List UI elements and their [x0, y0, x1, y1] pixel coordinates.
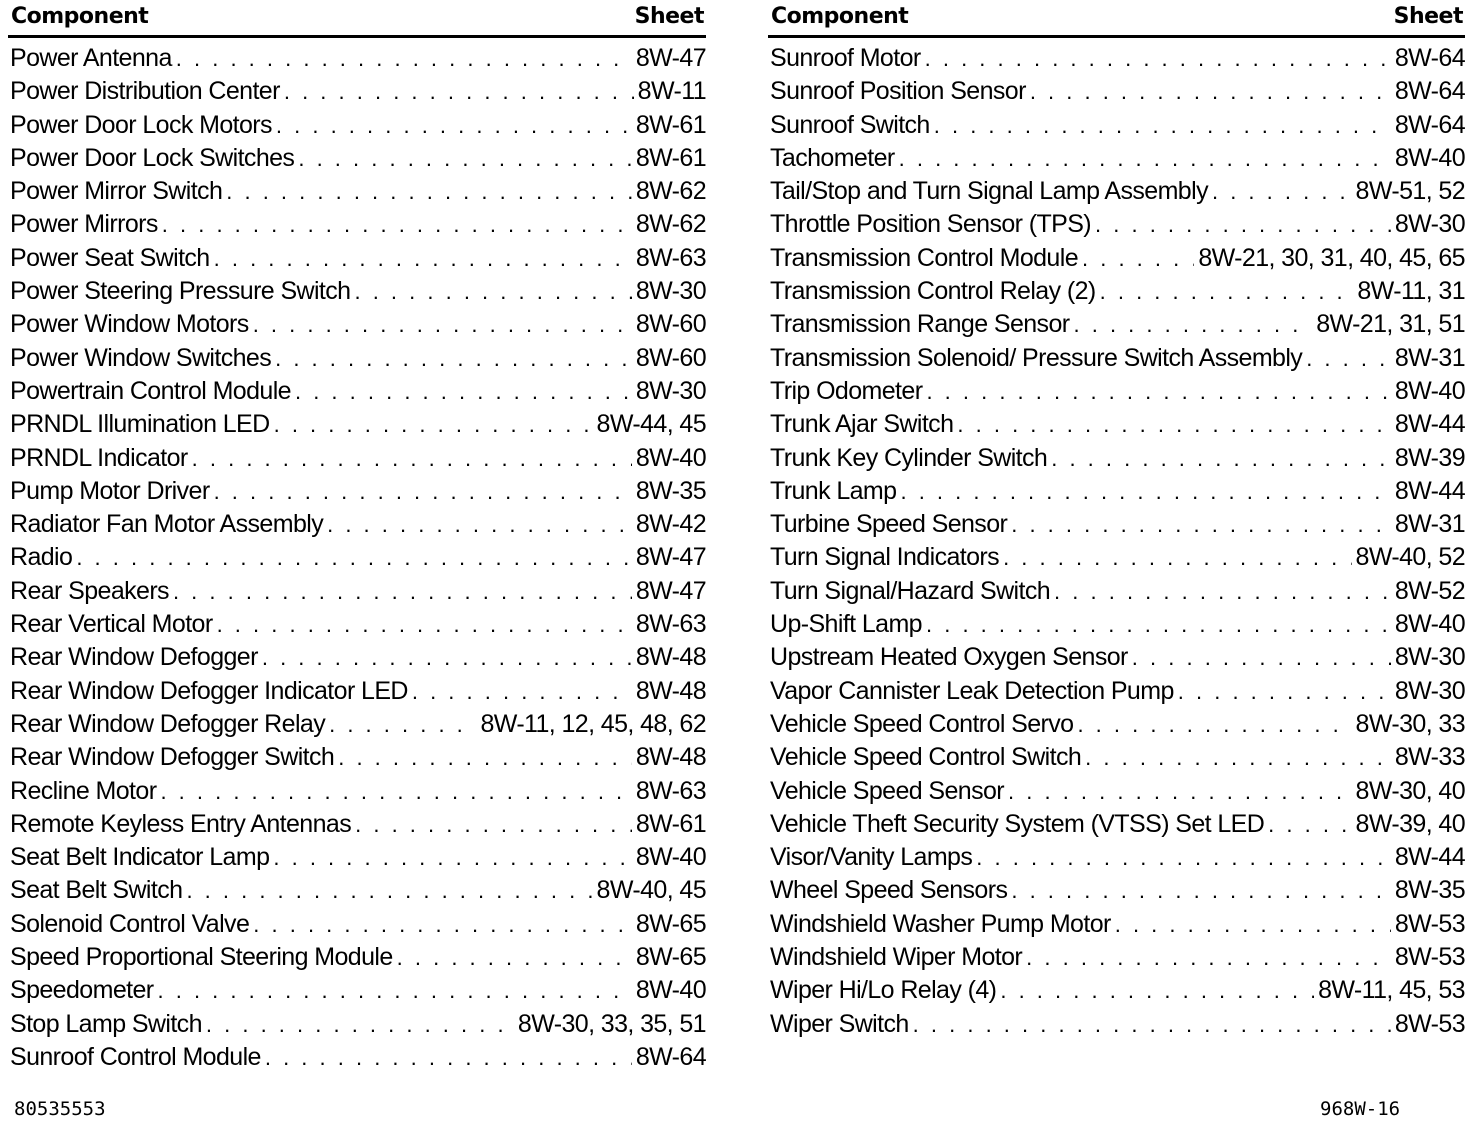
- table-row: [768, 442, 1465, 475]
- sheet-reference: 8W-62: [635, 210, 706, 239]
- sheet-reference: 8W-60: [635, 310, 706, 339]
- sheet-reference: 8W-39, 40: [1355, 809, 1465, 838]
- dot-leader: [899, 142, 1391, 175]
- dot-leader: [1026, 941, 1391, 974]
- sheet-reference: 8W-40, 52: [1355, 543, 1465, 572]
- sheet-reference: 8W-40, 45: [596, 876, 706, 905]
- component-name: Transmission Control Module: [770, 243, 1078, 272]
- dot-leader: [276, 109, 632, 142]
- dot-leader: [1008, 775, 1352, 808]
- sheet-reference: 8W-63: [635, 610, 706, 639]
- table-row: [768, 508, 1465, 541]
- dot-leader: [1011, 508, 1391, 541]
- table-row: [8, 608, 706, 641]
- dot-leader: [412, 675, 632, 708]
- sheet-reference: 8W-21, 31, 51: [1316, 310, 1465, 339]
- sheet-reference: 8W-40: [1394, 143, 1465, 172]
- dot-leader: [925, 42, 1391, 75]
- table-row: [8, 908, 706, 941]
- right-table-header: [768, 0, 1465, 38]
- dot-leader: [354, 275, 631, 308]
- table-row: [768, 308, 1465, 341]
- dot-leader: [284, 75, 634, 108]
- table-row: [8, 641, 706, 674]
- table-row: [8, 342, 706, 375]
- sheet-reference: 8W-30, 33: [1355, 709, 1465, 738]
- component-name: Vehicle Speed Sensor: [770, 776, 1005, 805]
- component-name: Wiper Switch: [770, 1009, 909, 1038]
- component-name: Upstream Heated Oxygen Sensor: [770, 643, 1128, 672]
- component-name: Up-Shift Lamp: [770, 610, 922, 639]
- dot-leader: [274, 408, 593, 441]
- sheet-reference: 8W-31: [1394, 510, 1465, 539]
- page-number: 968W-16: [1320, 1098, 1401, 1120]
- dot-leader: [1100, 275, 1354, 308]
- component-name: Powertrain Control Module: [10, 376, 291, 405]
- dot-leader: [76, 541, 631, 574]
- dot-leader: [173, 575, 632, 608]
- sheet-reference: 8W-30, 33, 35, 51: [517, 1009, 706, 1038]
- dot-leader: [327, 508, 632, 541]
- component-name: Transmission Range Sensor: [770, 310, 1070, 339]
- sheet-reference: 8W-64: [1394, 44, 1465, 72]
- table-row: [768, 741, 1465, 774]
- table-row: [768, 974, 1465, 1007]
- component-name: Trunk Lamp: [770, 476, 897, 505]
- dot-leader: [298, 142, 631, 175]
- component-name: Windshield Washer Pump Motor: [770, 909, 1111, 938]
- sheet-reference: 8W-61: [635, 110, 706, 139]
- component-name: Vapor Cannister Leak Detection Pump: [770, 676, 1174, 705]
- sheet-reference: 8W-53: [1394, 1009, 1465, 1038]
- dot-leader: [338, 741, 632, 774]
- sheet-reference: 8W-44: [1394, 843, 1465, 872]
- component-name: Turbine Speed Sensor: [770, 510, 1008, 539]
- component-header: Component: [11, 4, 149, 29]
- sheet-reference: 8W-60: [635, 343, 706, 372]
- sheet-reference: 8W-63: [635, 243, 706, 272]
- table-row: [768, 175, 1465, 208]
- component-name: Sunroof Control Module: [10, 1042, 261, 1071]
- sheet-header: Sheet: [634, 4, 704, 29]
- dot-leader: [275, 342, 632, 375]
- table-row: [8, 1041, 706, 1074]
- left-rows: [8, 38, 706, 1074]
- table-row: [768, 1008, 1465, 1041]
- sheet-reference: 8W-61: [635, 143, 706, 172]
- table-row: [768, 142, 1465, 175]
- table-row: [768, 708, 1465, 741]
- dot-leader: [957, 408, 1390, 441]
- dot-leader: [1212, 175, 1352, 208]
- table-row: [8, 475, 706, 508]
- component-name: Power Mirrors: [10, 210, 158, 239]
- component-name: Seat Belt Indicator Lamp: [10, 843, 270, 872]
- sheet-reference: 8W-44, 45: [596, 410, 706, 439]
- component-name: Transmission Solenoid/ Pressure Switch Assembly: [770, 343, 1303, 372]
- dot-leader: [1085, 741, 1391, 774]
- sheet-reference: 8W-35: [635, 476, 706, 505]
- dot-leader: [397, 941, 632, 974]
- table-row: [768, 242, 1465, 275]
- sheet-reference: 8W-65: [635, 909, 706, 938]
- dot-leader: [253, 308, 632, 341]
- sheet-reference: 8W-52: [1394, 576, 1465, 605]
- right-column: [768, 0, 1465, 1041]
- dot-leader: [1054, 575, 1391, 608]
- component-name: Power Seat Switch: [10, 243, 210, 272]
- component-name: Speedometer: [10, 976, 154, 1005]
- dot-leader: [926, 608, 1391, 641]
- component-name: Power Window Motors: [10, 310, 249, 339]
- component-name: Rear Vertical Motor: [10, 610, 213, 639]
- dot-leader: [1030, 75, 1391, 108]
- table-row: [768, 475, 1465, 508]
- component-name: Wiper Hi/Lo Relay (4): [770, 976, 997, 1005]
- table-row: [8, 675, 706, 708]
- table-row: [8, 808, 706, 841]
- component-name: Power Antenna: [10, 44, 172, 72]
- table-row: [768, 342, 1465, 375]
- table-row: [8, 308, 706, 341]
- table-row: [768, 775, 1465, 808]
- sheet-reference: 8W-64: [1394, 77, 1465, 106]
- table-row: [768, 541, 1465, 574]
- table-row: [768, 641, 1465, 674]
- sheet-reference: 8W-53: [1394, 909, 1465, 938]
- component-name: Power Window Switches: [10, 343, 272, 372]
- component-name: Visor/Vanity Lamps: [770, 843, 973, 872]
- component-name: Speed Proportional Steering Module: [10, 943, 393, 972]
- dot-leader: [1268, 808, 1351, 841]
- sheet-reference: 8W-65: [635, 943, 706, 972]
- component-name: Trip Odometer: [770, 376, 923, 405]
- table-row: [8, 974, 706, 1007]
- dot-leader: [186, 874, 592, 907]
- sheet-reference: 8W-30: [1394, 676, 1465, 705]
- dot-leader: [265, 1041, 632, 1074]
- component-name: Transmission Control Relay (2): [770, 277, 1096, 306]
- table-row: [8, 708, 706, 741]
- dot-leader: [1077, 708, 1351, 741]
- component-name: Windshield Wiper Motor: [770, 943, 1023, 972]
- dot-leader: [214, 475, 632, 508]
- sheet-reference: 8W-48: [635, 643, 706, 672]
- sheet-reference: 8W-63: [635, 776, 706, 805]
- sheet-reference: 8W-40: [1394, 610, 1465, 639]
- sheet-reference: 8W-48: [635, 743, 706, 772]
- sheet-reference: 8W-21, 30, 31, 40, 45, 65: [1198, 243, 1465, 272]
- table-row: [8, 42, 706, 75]
- component-name: Vehicle Speed Control Servo: [770, 709, 1074, 738]
- sheet-reference: 8W-30: [635, 277, 706, 306]
- dot-leader: [214, 242, 632, 275]
- table-row: [8, 109, 706, 142]
- component-name: Tachometer: [770, 143, 895, 172]
- sheet-reference: 8W-11, 12, 45, 48, 62: [480, 709, 706, 738]
- dot-leader: [1132, 641, 1391, 674]
- component-name: Rear Window Defogger: [10, 643, 258, 672]
- sheet-reference: 8W-47: [635, 44, 706, 72]
- sheet-reference: 8W-39: [1394, 443, 1465, 472]
- sheet-reference: 8W-35: [1394, 876, 1465, 905]
- table-row: [768, 608, 1465, 641]
- table-row: [8, 408, 706, 441]
- dot-leader: [273, 841, 631, 874]
- table-row: [768, 208, 1465, 241]
- dot-leader: [329, 708, 476, 741]
- table-row: [768, 808, 1465, 841]
- table-row: [8, 874, 706, 907]
- table-row: [8, 375, 706, 408]
- sheet-reference: 8W-42: [635, 510, 706, 539]
- dot-leader: [976, 841, 1391, 874]
- dot-leader: [1051, 442, 1391, 475]
- sheet-reference: 8W-30: [1394, 210, 1465, 239]
- sheet-header: Sheet: [1393, 4, 1463, 29]
- table-row: [8, 941, 706, 974]
- dot-leader: [1082, 242, 1194, 275]
- sheet-reference: 8W-44: [1394, 410, 1465, 439]
- component-name: PRNDL Illumination LED: [10, 410, 270, 439]
- table-row: [768, 75, 1465, 108]
- component-name: Trunk Ajar Switch: [770, 410, 954, 439]
- sheet-reference: 8W-40: [1394, 376, 1465, 405]
- table-row: [8, 741, 706, 774]
- component-name: Power Mirror Switch: [10, 177, 223, 206]
- component-name: Remote Keyless Entry Antennas: [10, 809, 352, 838]
- dot-leader: [217, 608, 632, 641]
- table-row: [8, 775, 706, 808]
- component-name: Trunk Key Cylinder Switch: [770, 443, 1048, 472]
- table-row: [768, 42, 1465, 75]
- table-row: [768, 109, 1465, 142]
- sheet-reference: 8W-30: [635, 376, 706, 405]
- dot-leader: [1178, 675, 1391, 708]
- dot-leader: [162, 208, 632, 241]
- component-header: Component: [771, 4, 909, 29]
- left-table-header: [8, 0, 706, 38]
- component-name: Radiator Fan Motor Assembly: [10, 510, 324, 539]
- dot-leader: [160, 775, 631, 808]
- sheet-reference: 8W-11: [637, 77, 706, 106]
- table-row: [8, 575, 706, 608]
- sheet-reference: 8W-64: [1394, 110, 1465, 139]
- component-name: Rear Window Defogger Relay: [10, 709, 326, 738]
- sheet-reference: 8W-62: [635, 177, 706, 206]
- sheet-reference: 8W-48: [635, 676, 706, 705]
- sheet-reference: 8W-53: [1394, 943, 1465, 972]
- dot-leader: [176, 42, 632, 75]
- sheet-reference: 8W-44: [1394, 476, 1465, 505]
- left-column: [8, 0, 706, 1074]
- dot-leader: [934, 109, 1391, 142]
- component-name: Power Steering Pressure Switch: [10, 277, 351, 306]
- table-row: [8, 841, 706, 874]
- table-row: [8, 242, 706, 275]
- table-row: [768, 874, 1465, 907]
- dot-leader: [262, 641, 632, 674]
- sheet-reference: 8W-61: [635, 809, 706, 838]
- sheet-reference: 8W-47: [635, 543, 706, 572]
- dot-leader: [1115, 908, 1391, 941]
- dot-leader: [192, 442, 632, 475]
- sheet-reference: 8W-30, 40: [1355, 776, 1465, 805]
- sheet-reference: 8W-31: [1394, 343, 1465, 372]
- dot-leader: [158, 974, 632, 1007]
- sheet-reference: 8W-40: [635, 843, 706, 872]
- table-row: [768, 941, 1465, 974]
- document-number: 80535553: [14, 1098, 106, 1120]
- component-name: Recline Motor: [10, 776, 157, 805]
- table-row: [8, 275, 706, 308]
- table-row: [8, 508, 706, 541]
- dot-leader: [1000, 974, 1314, 1007]
- component-name: Sunroof Switch: [770, 110, 930, 139]
- dot-leader: [355, 808, 632, 841]
- sheet-reference: 8W-30: [1394, 643, 1465, 672]
- component-name: Stop Lamp Switch: [10, 1009, 202, 1038]
- sheet-reference: 8W-40: [635, 976, 706, 1005]
- dot-leader: [913, 1008, 1391, 1041]
- table-row: [768, 675, 1465, 708]
- table-row: [8, 1008, 706, 1041]
- sheet-reference: 8W-64: [635, 1042, 706, 1071]
- component-name: Vehicle Speed Control Switch: [770, 743, 1082, 772]
- component-name: Sunroof Motor: [770, 44, 921, 72]
- component-name: Throttle Position Sensor (TPS): [770, 210, 1092, 239]
- dot-leader: [253, 908, 632, 941]
- component-name: Power Door Lock Motors: [10, 110, 272, 139]
- table-row: [768, 908, 1465, 941]
- dot-leader: [1095, 208, 1391, 241]
- table-row: [8, 75, 706, 108]
- table-row: [8, 541, 706, 574]
- component-name: Power Door Lock Switches: [10, 143, 295, 172]
- component-name: Power Distribution Center: [10, 77, 280, 106]
- component-name: Seat Belt Switch: [10, 876, 183, 905]
- dot-leader: [1011, 874, 1390, 907]
- right-rows: [768, 38, 1465, 1041]
- sheet-reference: 8W-47: [635, 576, 706, 605]
- table-row: [768, 275, 1465, 308]
- component-name: Wheel Speed Sensors: [770, 876, 1008, 905]
- component-name: Tail/Stop and Turn Signal Lamp Assembly: [770, 177, 1208, 206]
- component-name: Turn Signal Indicators: [770, 543, 1000, 572]
- component-name: Rear Window Defogger Indicator LED: [10, 676, 408, 705]
- component-name: Pump Motor Driver: [10, 476, 210, 505]
- table-row: [8, 442, 706, 475]
- table-row: [8, 208, 706, 241]
- table-row: [8, 175, 706, 208]
- dot-leader: [295, 375, 632, 408]
- sheet-reference: 8W-40: [635, 443, 706, 472]
- component-name: Radio: [10, 543, 73, 572]
- sheet-reference: 8W-33: [1394, 743, 1465, 772]
- dot-leader: [226, 175, 632, 208]
- dot-leader: [926, 375, 1390, 408]
- table-row: [8, 142, 706, 175]
- table-row: [768, 841, 1465, 874]
- component-name: PRNDL Indicator: [10, 443, 188, 472]
- sheet-reference: 8W-11, 45, 53: [1318, 976, 1465, 1005]
- table-row: [768, 408, 1465, 441]
- dot-leader: [206, 1008, 514, 1041]
- component-name: Rear Speakers: [10, 576, 169, 605]
- sheet-reference: 8W-11, 31: [1357, 277, 1465, 306]
- sheet-reference: 8W-51, 52: [1355, 177, 1465, 206]
- component-name: Solenoid Control Valve: [10, 909, 250, 938]
- component-name: Sunroof Position Sensor: [770, 77, 1026, 106]
- component-name: Turn Signal/Hazard Switch: [770, 576, 1051, 605]
- component-name: Vehicle Theft Security System (VTSS) Set LED: [770, 809, 1265, 838]
- dot-leader: [1306, 342, 1391, 375]
- table-row: [768, 575, 1465, 608]
- table-row: [768, 375, 1465, 408]
- component-name: Rear Window Defogger Switch: [10, 743, 335, 772]
- dot-leader: [900, 475, 1390, 508]
- dot-leader: [1074, 308, 1313, 341]
- dot-leader: [1003, 541, 1351, 574]
